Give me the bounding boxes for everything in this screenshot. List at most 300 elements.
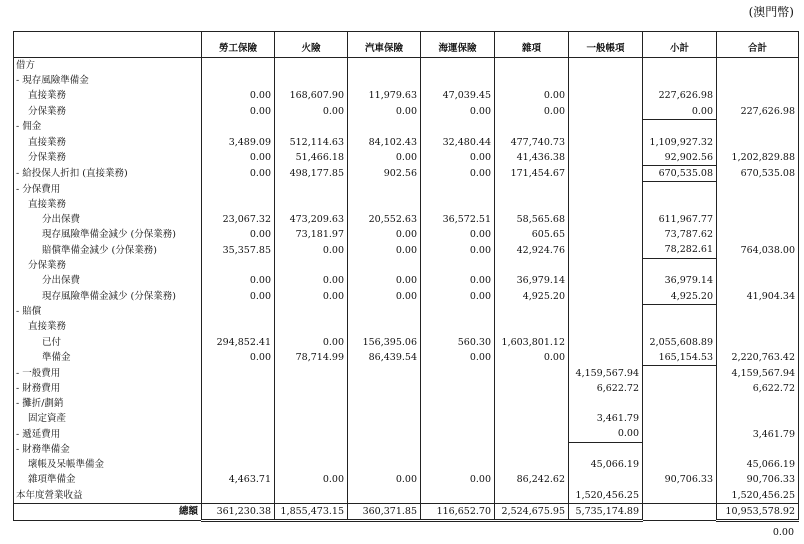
table-row bbox=[14, 289, 799, 305]
row-value: 156,395.06 bbox=[348, 335, 421, 350]
row-value bbox=[643, 258, 717, 273]
row-value: 47,039.45 bbox=[421, 88, 495, 103]
row-value: 0.00 bbox=[569, 426, 643, 442]
table-row bbox=[14, 366, 799, 381]
row-label: 現存風險準備金減少 (分保業務) bbox=[14, 289, 202, 305]
row-value: 1,520,456.25 bbox=[569, 488, 643, 504]
row-value bbox=[421, 442, 495, 457]
row-value bbox=[495, 381, 569, 396]
row-value bbox=[202, 396, 275, 411]
row-label: 直接業務 bbox=[14, 197, 202, 212]
header-total: 合計 bbox=[717, 32, 799, 58]
row-value bbox=[348, 426, 421, 442]
row-value bbox=[275, 381, 348, 396]
row-value bbox=[717, 182, 799, 197]
row-value bbox=[569, 472, 643, 487]
table-row bbox=[14, 227, 799, 242]
row-value bbox=[421, 366, 495, 381]
row-value: 670,535.08 bbox=[717, 165, 799, 181]
row-value: 0.00 bbox=[275, 242, 348, 258]
row-value: 84,102.43 bbox=[348, 135, 421, 150]
row-value bbox=[348, 442, 421, 457]
row-value: 4,159,567.94 bbox=[717, 366, 799, 381]
row-value bbox=[421, 182, 495, 197]
row-value bbox=[348, 366, 421, 381]
row-value bbox=[348, 119, 421, 134]
row-value bbox=[643, 426, 717, 442]
table-row bbox=[14, 396, 799, 411]
row-value: 165,154.53 bbox=[643, 350, 717, 366]
row-value: 0.00 bbox=[421, 289, 495, 305]
header-motor-insurance: 汽車保險 bbox=[348, 32, 421, 58]
row-value bbox=[275, 119, 348, 134]
table-row bbox=[14, 381, 799, 396]
row-label: 已付 bbox=[14, 335, 202, 350]
row-value: 32,480.44 bbox=[421, 135, 495, 150]
table-row bbox=[14, 165, 799, 181]
total-value: 1,855,473.15 bbox=[275, 503, 348, 520]
row-label: 直接業務 bbox=[14, 319, 202, 334]
row-value bbox=[495, 182, 569, 197]
row-value: 512,114.63 bbox=[275, 135, 348, 150]
row-label: - 遞延費用 bbox=[14, 426, 202, 442]
row-value: 0.00 bbox=[202, 289, 275, 305]
row-label: 本年度營業收益 bbox=[14, 488, 202, 504]
row-value bbox=[717, 73, 799, 88]
row-value: 73,787.62 bbox=[643, 227, 717, 242]
total-value: 116,652.70 bbox=[421, 503, 495, 520]
row-value: 58,565.68 bbox=[495, 212, 569, 227]
row-value: 0.00 bbox=[348, 104, 421, 120]
table-row bbox=[14, 182, 799, 197]
row-value bbox=[348, 58, 421, 74]
row-value bbox=[348, 258, 421, 273]
row-label: 賠償準備金減少 (分保業務) bbox=[14, 242, 202, 258]
row-value: 611,967.77 bbox=[643, 212, 717, 227]
row-value bbox=[202, 457, 275, 472]
row-value bbox=[643, 381, 717, 396]
row-value: 0.00 bbox=[421, 350, 495, 366]
row-value: 0.00 bbox=[275, 335, 348, 350]
table-row bbox=[14, 411, 799, 426]
table-row bbox=[14, 150, 799, 166]
footer-value: 0.00 bbox=[772, 527, 794, 538]
row-value: 0.00 bbox=[421, 242, 495, 258]
row-label: 固定資產 bbox=[14, 411, 202, 426]
row-value: 477,740.73 bbox=[495, 135, 569, 150]
row-value bbox=[569, 442, 643, 457]
row-value bbox=[421, 319, 495, 334]
row-value bbox=[421, 258, 495, 273]
row-value bbox=[202, 73, 275, 88]
row-label: 直接業務 bbox=[14, 135, 202, 150]
row-value bbox=[275, 58, 348, 74]
row-value bbox=[569, 227, 643, 242]
row-label: 雜項準備金 bbox=[14, 472, 202, 487]
row-value bbox=[275, 396, 348, 411]
row-value: 0.00 bbox=[643, 104, 717, 120]
row-label: 壞帳及呆帳準備金 bbox=[14, 457, 202, 472]
row-value: 0.00 bbox=[202, 150, 275, 166]
row-value bbox=[202, 258, 275, 273]
row-value bbox=[275, 411, 348, 426]
table-row bbox=[14, 73, 799, 88]
row-value: 90,706.33 bbox=[643, 472, 717, 487]
row-value: 0.00 bbox=[421, 165, 495, 181]
row-value bbox=[495, 366, 569, 381]
total-value: 360,371.85 bbox=[348, 503, 421, 520]
row-value: 0.00 bbox=[421, 472, 495, 487]
row-value bbox=[643, 319, 717, 334]
row-value bbox=[569, 182, 643, 197]
row-value bbox=[275, 442, 348, 457]
row-label: 直接業務 bbox=[14, 88, 202, 103]
row-value bbox=[202, 119, 275, 134]
row-value: 0.00 bbox=[348, 150, 421, 166]
table-row bbox=[14, 273, 799, 288]
row-value bbox=[348, 396, 421, 411]
header-fire-insurance: 火險 bbox=[275, 32, 348, 58]
row-value bbox=[275, 258, 348, 273]
row-value bbox=[569, 350, 643, 366]
row-value bbox=[202, 319, 275, 334]
row-value bbox=[717, 396, 799, 411]
row-value: 0.00 bbox=[202, 88, 275, 103]
row-value bbox=[348, 319, 421, 334]
table-row bbox=[14, 472, 799, 487]
total-value: 361,230.38 bbox=[202, 503, 275, 520]
row-value: 1,603,801.12 bbox=[495, 335, 569, 350]
row-value: 1,109,927.32 bbox=[643, 135, 717, 150]
currency-label: (澳門幣) bbox=[748, 5, 794, 19]
row-label: 準備金 bbox=[14, 350, 202, 366]
row-value bbox=[348, 304, 421, 319]
row-value bbox=[275, 304, 348, 319]
row-value: 41,436.38 bbox=[495, 150, 569, 166]
row-value bbox=[717, 135, 799, 150]
row-value bbox=[643, 457, 717, 472]
row-value: 78,282.61 bbox=[643, 242, 717, 258]
row-value bbox=[421, 119, 495, 134]
row-value bbox=[495, 58, 569, 74]
row-value: 6,622.72 bbox=[717, 381, 799, 396]
table-row bbox=[14, 212, 799, 227]
table-row bbox=[14, 304, 799, 319]
row-value bbox=[569, 119, 643, 134]
row-value bbox=[421, 396, 495, 411]
row-value: 3,461.79 bbox=[717, 426, 799, 442]
row-value bbox=[202, 381, 275, 396]
row-value: 0.00 bbox=[348, 289, 421, 305]
row-value bbox=[202, 442, 275, 457]
row-label: 分出保費 bbox=[14, 212, 202, 227]
row-value bbox=[202, 197, 275, 212]
row-value: 1,520,456.25 bbox=[717, 488, 799, 504]
row-label: - 財務費用 bbox=[14, 381, 202, 396]
row-value: 36,979.14 bbox=[643, 273, 717, 288]
row-value: 0.00 bbox=[348, 227, 421, 242]
row-value bbox=[421, 73, 495, 88]
header-workers-insurance: 勞工保險 bbox=[202, 32, 275, 58]
row-value bbox=[569, 396, 643, 411]
row-value: 0.00 bbox=[275, 289, 348, 305]
row-value bbox=[275, 366, 348, 381]
row-value: 23,067.32 bbox=[202, 212, 275, 227]
row-value bbox=[717, 273, 799, 288]
row-value bbox=[643, 488, 717, 504]
row-value bbox=[421, 457, 495, 472]
row-value: 0.00 bbox=[202, 104, 275, 120]
row-value: 45,066.19 bbox=[717, 457, 799, 472]
total-row bbox=[14, 503, 799, 520]
row-label: - 一般費用 bbox=[14, 366, 202, 381]
table-row bbox=[14, 242, 799, 258]
row-value bbox=[348, 381, 421, 396]
table-row bbox=[14, 426, 799, 442]
row-value bbox=[643, 396, 717, 411]
row-value bbox=[421, 488, 495, 504]
table-row bbox=[14, 197, 799, 212]
row-value: 0.00 bbox=[348, 242, 421, 258]
row-value: 227,626.98 bbox=[717, 104, 799, 120]
row-value: 0.00 bbox=[421, 273, 495, 288]
row-value bbox=[643, 366, 717, 381]
row-value: 0.00 bbox=[495, 104, 569, 120]
row-value: 6,622.72 bbox=[569, 381, 643, 396]
row-value: 0.00 bbox=[421, 104, 495, 120]
total-value bbox=[643, 503, 717, 520]
row-value: 86,439.54 bbox=[348, 350, 421, 366]
row-value bbox=[495, 426, 569, 442]
row-value bbox=[643, 182, 717, 197]
row-value: 0.00 bbox=[348, 472, 421, 487]
row-value bbox=[495, 119, 569, 134]
row-value: 42,924.76 bbox=[495, 242, 569, 258]
row-value: 78,714.99 bbox=[275, 350, 348, 366]
row-value bbox=[202, 411, 275, 426]
row-value: 171,454.67 bbox=[495, 165, 569, 181]
row-value bbox=[275, 426, 348, 442]
row-value bbox=[202, 182, 275, 197]
header-general-accounts: 一般帳項 bbox=[569, 32, 643, 58]
row-value bbox=[495, 197, 569, 212]
row-value bbox=[717, 304, 799, 319]
header-marine-insurance: 海運保險 bbox=[421, 32, 495, 58]
row-value: 3,461.79 bbox=[569, 411, 643, 426]
row-label: 借方 bbox=[14, 58, 202, 74]
row-value: 0.00 bbox=[275, 273, 348, 288]
row-label: 分保業務 bbox=[14, 258, 202, 273]
row-label: - 現存風險準備金 bbox=[14, 73, 202, 88]
row-value bbox=[569, 319, 643, 334]
row-value bbox=[495, 457, 569, 472]
row-value: 4,159,567.94 bbox=[569, 366, 643, 381]
row-value: 1,202,829.88 bbox=[717, 150, 799, 166]
row-value: 902.56 bbox=[348, 165, 421, 181]
row-value bbox=[643, 197, 717, 212]
row-value bbox=[717, 411, 799, 426]
row-value: 4,925.20 bbox=[495, 289, 569, 305]
row-value bbox=[275, 488, 348, 504]
row-value bbox=[348, 411, 421, 426]
table-row bbox=[14, 350, 799, 366]
total-value: 2,524,675.95 bbox=[495, 503, 569, 520]
table-row bbox=[14, 258, 799, 273]
row-value: 0.00 bbox=[348, 273, 421, 288]
row-value: 0.00 bbox=[275, 472, 348, 487]
row-value bbox=[569, 104, 643, 120]
table-row bbox=[14, 442, 799, 457]
row-value bbox=[717, 119, 799, 134]
row-value bbox=[421, 381, 495, 396]
row-value bbox=[717, 58, 799, 74]
row-label: - 財務準備金 bbox=[14, 442, 202, 457]
row-value bbox=[717, 227, 799, 242]
row-value: 36,572.51 bbox=[421, 212, 495, 227]
row-value: 20,552.63 bbox=[348, 212, 421, 227]
row-value: 0.00 bbox=[202, 165, 275, 181]
row-value bbox=[421, 304, 495, 319]
row-value: 0.00 bbox=[495, 88, 569, 103]
row-value: 764,038.00 bbox=[717, 242, 799, 258]
row-value bbox=[717, 258, 799, 273]
table-row bbox=[14, 135, 799, 150]
row-value: 0.00 bbox=[275, 104, 348, 120]
row-value: 4,925.20 bbox=[643, 289, 717, 305]
row-value bbox=[569, 242, 643, 258]
row-value bbox=[569, 289, 643, 305]
row-value bbox=[348, 182, 421, 197]
row-value bbox=[643, 442, 717, 457]
row-value bbox=[495, 319, 569, 334]
row-value: 41,904.34 bbox=[717, 289, 799, 305]
row-value: 0.00 bbox=[421, 150, 495, 166]
row-value bbox=[569, 165, 643, 181]
income-statement-table bbox=[13, 31, 799, 522]
row-value: 560.30 bbox=[421, 335, 495, 350]
row-value bbox=[421, 426, 495, 442]
row-value bbox=[275, 182, 348, 197]
row-value: 2,220,763.42 bbox=[717, 350, 799, 366]
row-value bbox=[717, 319, 799, 334]
row-value bbox=[348, 457, 421, 472]
row-value: 294,852.41 bbox=[202, 335, 275, 350]
row-value bbox=[202, 488, 275, 504]
row-value: 11,979.63 bbox=[348, 88, 421, 103]
row-value bbox=[202, 366, 275, 381]
row-value bbox=[275, 457, 348, 472]
row-value: 0.00 bbox=[421, 227, 495, 242]
row-value bbox=[569, 73, 643, 88]
row-value bbox=[643, 58, 717, 74]
row-value bbox=[643, 411, 717, 426]
row-value bbox=[202, 304, 275, 319]
row-value bbox=[569, 58, 643, 74]
row-value bbox=[569, 258, 643, 273]
row-label: 分保業務 bbox=[14, 104, 202, 120]
row-value bbox=[275, 197, 348, 212]
row-value bbox=[275, 73, 348, 88]
row-value bbox=[348, 73, 421, 88]
row-label: - 分保費用 bbox=[14, 182, 202, 197]
row-value: 605.65 bbox=[495, 227, 569, 242]
row-value bbox=[717, 212, 799, 227]
total-value: 5,735,174.89 bbox=[569, 503, 643, 520]
row-label: - 給投保人折扣 (直接業務) bbox=[14, 165, 202, 181]
row-value bbox=[643, 119, 717, 134]
row-value bbox=[569, 88, 643, 103]
row-label: - 賠償 bbox=[14, 304, 202, 319]
table-row bbox=[14, 319, 799, 334]
table-row bbox=[14, 119, 799, 134]
header-miscellaneous: 雜項 bbox=[495, 32, 569, 58]
table-row bbox=[14, 58, 799, 74]
row-label: - 佣金 bbox=[14, 119, 202, 134]
row-value bbox=[569, 304, 643, 319]
table-row bbox=[14, 104, 799, 120]
row-value: 73,181.97 bbox=[275, 227, 348, 242]
row-value: 90,706.33 bbox=[717, 472, 799, 487]
row-value: 670,535.08 bbox=[643, 165, 717, 181]
row-value bbox=[717, 335, 799, 350]
row-value bbox=[717, 88, 799, 103]
header-row bbox=[14, 32, 799, 58]
row-label: 現存風險準備金減少 (分保業務) bbox=[14, 227, 202, 242]
row-value bbox=[717, 197, 799, 212]
row-value: 498,177.85 bbox=[275, 165, 348, 181]
row-value bbox=[495, 396, 569, 411]
row-value: 45,066.19 bbox=[569, 457, 643, 472]
row-value bbox=[275, 319, 348, 334]
row-value bbox=[569, 212, 643, 227]
row-value: 86,242.62 bbox=[495, 472, 569, 487]
row-value bbox=[569, 197, 643, 212]
row-value: 473,209.63 bbox=[275, 212, 348, 227]
table-row bbox=[14, 488, 799, 504]
row-value bbox=[643, 73, 717, 88]
row-value bbox=[348, 197, 421, 212]
total-value: 10,953,578.92 bbox=[717, 503, 799, 520]
row-label: 分出保費 bbox=[14, 273, 202, 288]
row-value bbox=[495, 304, 569, 319]
row-value bbox=[569, 273, 643, 288]
row-value: 4,463.71 bbox=[202, 472, 275, 487]
row-label: 分保業務 bbox=[14, 150, 202, 166]
row-value bbox=[643, 304, 717, 319]
header-label-cell bbox=[14, 32, 202, 58]
header-subtotal: 小計 bbox=[643, 32, 717, 58]
row-value: 3,489.09 bbox=[202, 135, 275, 150]
row-value bbox=[495, 73, 569, 88]
row-value bbox=[569, 150, 643, 166]
row-value: 227,626.98 bbox=[643, 88, 717, 103]
table-row bbox=[14, 88, 799, 103]
row-value bbox=[421, 197, 495, 212]
row-value: 168,607.90 bbox=[275, 88, 348, 103]
row-value bbox=[348, 488, 421, 504]
row-value: 36,979.14 bbox=[495, 273, 569, 288]
row-value bbox=[495, 442, 569, 457]
row-value: 92,902.56 bbox=[643, 150, 717, 166]
row-value bbox=[569, 335, 643, 350]
row-value: 0.00 bbox=[202, 350, 275, 366]
row-value bbox=[421, 411, 495, 426]
table-row bbox=[14, 457, 799, 472]
row-value bbox=[717, 442, 799, 457]
row-value: 2,055,608.89 bbox=[643, 335, 717, 350]
row-value bbox=[495, 258, 569, 273]
row-value bbox=[202, 426, 275, 442]
